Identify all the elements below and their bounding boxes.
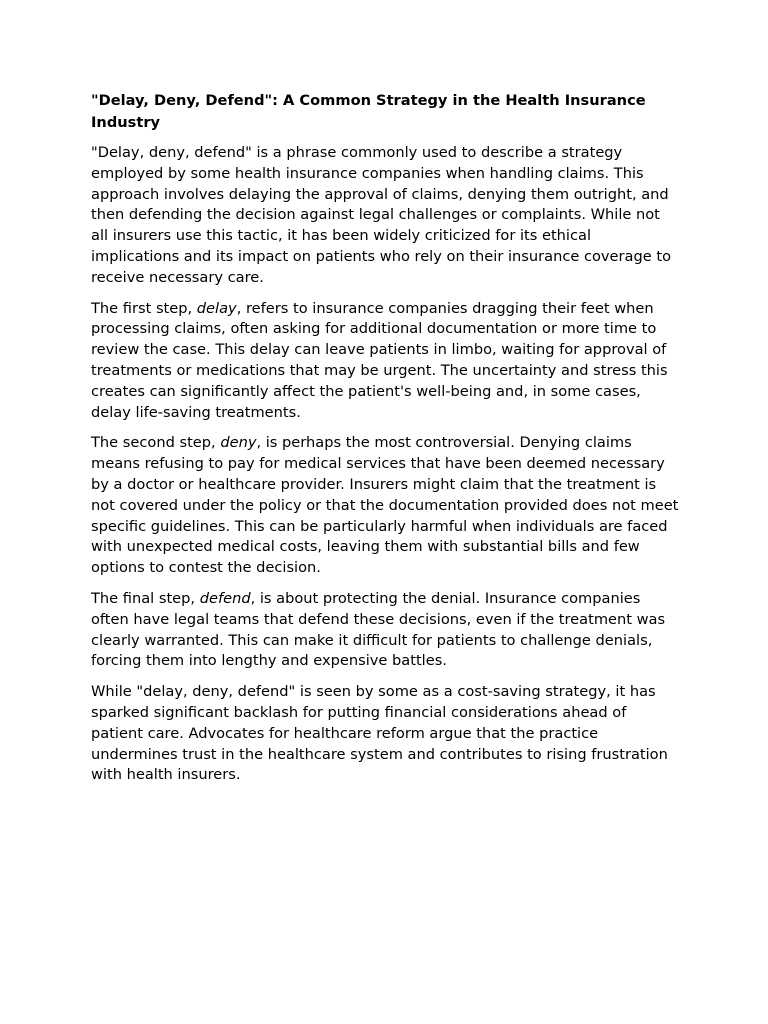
paragraph-conclusion: While "delay, deny, defend" is seen by some as a cost-saving strategy, it has sparked significant backlash for putting financial considerations ahead of patient care. Advocates for healthcare reform argue that the practice undermines trust in the healthcare system and contributes to rising frustration with health insurers.	[91, 683, 668, 784]
paragraph-delay	[91, 299, 681, 424]
paragraph-defend	[91, 589, 681, 672]
paragraph-deny-body: , is perhaps the most controversial. Denying claims means refusing to pay for medical services that have been deemed necessary by a doctor or healthcare provider. Insurers might claim that the treatment is not covered under the policy or that the documentation provided does not meet specific guidelines. This can be particularly harmful when individuals are faced with unexpected medical costs, leaving them with substantial bills and few options to contest the decision.	[91, 434, 679, 577]
paragraph-delay-lead: The first step,	[91, 299, 197, 317]
paragraph-deny-emphasis: deny	[220, 434, 257, 452]
paragraph-delay-emphasis: delay	[196, 299, 237, 317]
paragraph-defend-body: , is about protecting the denial. Insurance companies often have legal teams that defend these decisions, even if the treatment was clearly warranted. This can make it difficult for patients to challenge denials, forcing them into lengthy and expensive battles.	[91, 589, 666, 670]
paragraph-defend-lead: The final step,	[91, 589, 200, 607]
document-page	[91, 90, 681, 796]
paragraph-deny	[91, 433, 681, 579]
paragraph-delay-body: , refers to insurance companies dragging their feet when processing claims, often asking for additional documentation or more time to review the case. This delay can leave patients in limbo, waiting for approval of treatments or medications that may be urgent. The uncertainty and stress this creates can significantly affect the patient's well-being and, in some cases, delay life-saving treatments.	[91, 299, 668, 421]
document-title: "Delay, Deny, Defend": A Common Strategy in the Health Insurance Industry	[91, 92, 646, 131]
paragraph-intro: "Delay, deny, defend" is a phrase commonly used to describe a strategy employed by some health insurance companies when handling claims. This approach involves delaying the approval of claims, denying them outright, and then defending the decision against legal challenges or complaints. While not all insurers use this tactic, it has been widely criticized for its ethical implications and its impact on patients who rely on their insurance coverage to receive necessary care.	[91, 144, 672, 286]
paragraph-defend-emphasis: defend	[199, 589, 251, 607]
paragraph-deny-lead: The second step,	[91, 434, 221, 452]
